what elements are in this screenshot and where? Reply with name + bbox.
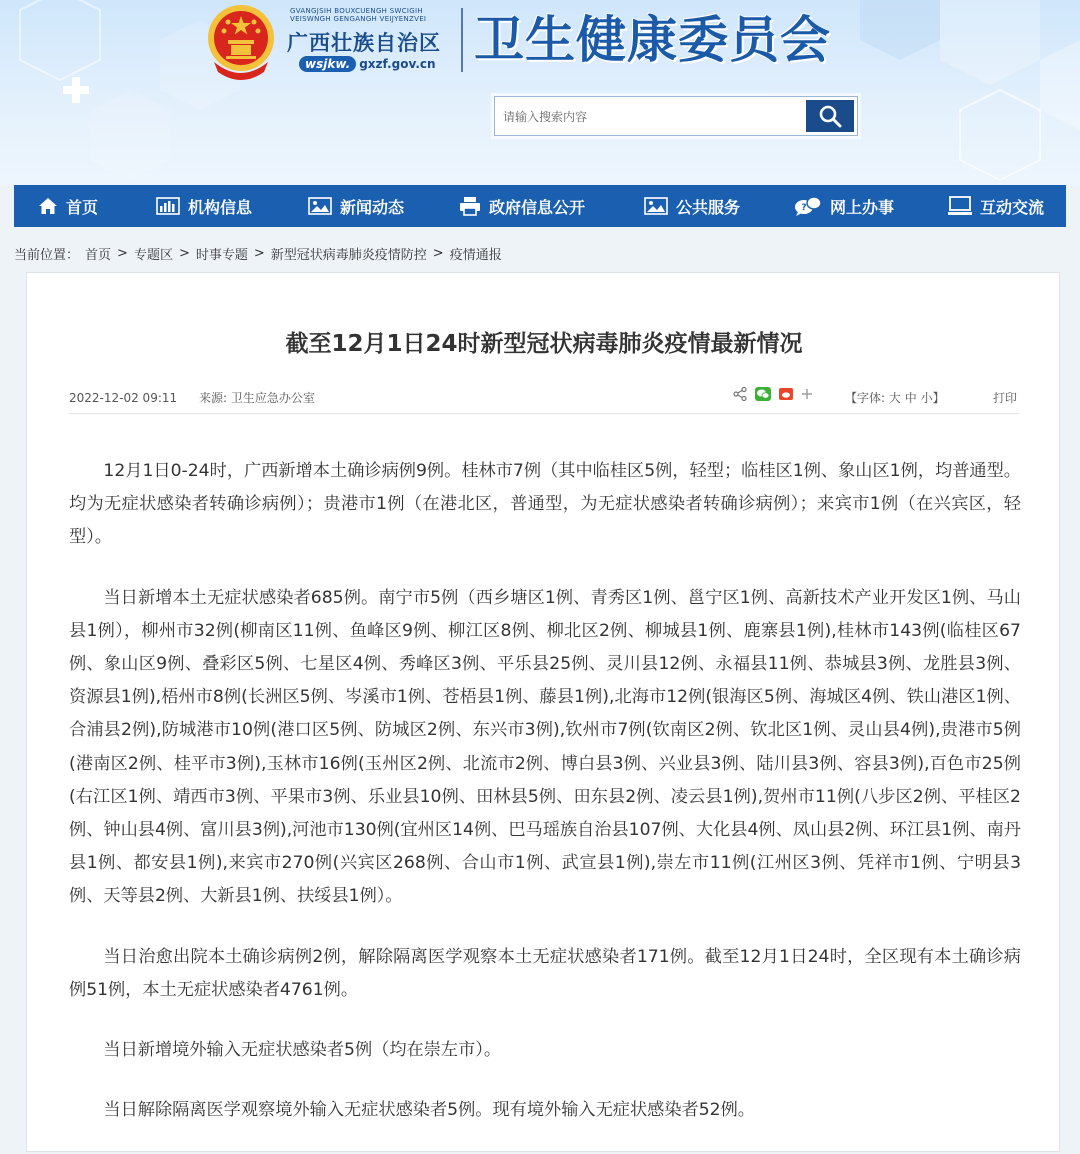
nav-interaction-label: 互动交流 [980, 197, 1045, 217]
article-source: 来源: 卫生应急办公室 [198, 391, 315, 405]
bar-chart-icon [156, 197, 180, 215]
main-nav [14, 185, 1066, 227]
article-paragraph: 当日新增本土无症状感染者685例。南宁市5例（西乡塘区1例、青秀区1例、邕宁区1例、高新技术产业开发区1例、马山县1例），柳州市32例(柳南区11例、鱼峰区9例、柳江区8例、柳北区2例、柳城县1例、鹿寨县1例),桂林市143例(临桂区67例、象山区9例、叠彩区5例、七星区4例、秀峰区3例、平乐县25例、灵川县12例、永福县11例、恭城县3例、龙胜县3例、资源县1例),梧州市8例(长洲区5例、岑溪市1例、苍梧县1例、藤县1例),北海市12例(银海区5例、海城区4例、铁山港区1例、合浦县2例),防城港市10例(港口区5例、防城区2例、东兴市3例),钦州市7例(钦南区2例、钦北区1例、灵山县4例),贵港市5例(港南区2例、桂平市3例),玉林市16例(玉州区2例、北流市2例、博白县3例、兴业县3例、陆川县3例、容县3例),百色市25例(右江区1例、靖西市3例、平果市3例、乐业县10例、田林县5例、田东县2例、凌云县1例),贺州市11例(八步区2例、平桂区2例、钟山县4例、富川县3例),河池市130例(宜州区14例、巴马瑶族自治县107例、大化县4例、凤山县2例、环江县1例、南丹县1例、都安县1例),来宾市270例(兴宾区268例、合山市1例、武宣县1例),崇左市11例(江州区3例、凭祥市1例、宁明县3例、天等县2例、大新县1例、扶绥县1例）。 [69, 587, 1021, 907]
article-title: 截至12月1日24时新型冠状病毒肺炎疫情最新情况 [285, 331, 803, 357]
search-box [494, 96, 858, 136]
article-panel [26, 272, 1060, 1152]
home-icon [38, 197, 58, 215]
plus-icon[interactable] [801, 388, 813, 400]
search-input[interactable] [501, 102, 801, 132]
national-emblem-icon [204, 2, 278, 80]
nav-online-service[interactable] [794, 185, 894, 227]
nav-public-service[interactable] [644, 185, 740, 227]
wechat-icon[interactable] [755, 387, 771, 401]
region-name: 广西壮族自治区 [287, 30, 441, 55]
font-size-control [845, 389, 945, 406]
article-paragraph: 当日治愈出院本土确诊病例2例，解除隔离医学观察本土无症状感染者171例。截至12月1日24时，全区现有本土确诊病例51例，本土无症状感染者4761例。 [69, 946, 1021, 1000]
article-body [69, 455, 1021, 1154]
nav-home[interactable] [38, 185, 98, 227]
breadcrumb [14, 235, 1066, 271]
weibo-icon[interactable] [779, 388, 793, 400]
pinyin-line-2: VEISWNGH GENGANGH VEIJYENZVEI [290, 15, 427, 23]
print-button[interactable]: 打印 [993, 391, 1018, 405]
pinyin-name [290, 7, 450, 23]
breadcrumb-separator: > [432, 245, 444, 261]
picture-icon [308, 197, 332, 215]
breadcrumb-separator: > [253, 245, 265, 261]
nav-public-service-label: 公共服务 [676, 197, 741, 217]
font-small-button[interactable]: 小】 [920, 391, 945, 405]
site-banner [0, 0, 1080, 185]
site-title: 卫生健康委员会 [474, 10, 831, 69]
breadcrumb-topic-zone[interactable]: 专题区 [133, 247, 173, 263]
breadcrumb-covid-prevention[interactable]: 新型冠状病毒肺炎疫情防控 [270, 247, 427, 263]
nav-gov-info[interactable] [459, 185, 585, 227]
nav-news-label: 新闻动态 [340, 197, 405, 217]
breadcrumb-separator: > [178, 245, 190, 261]
article-paragraph: 12月1日0-24时，广西新增本土确诊病例9例。桂林市7例（其中临桂区5例，轻型；临桂区1例、象山区1例，均普通型。均为无症状感染者转确诊病例）；贵港市1例（在港北区，普通型，为无症状感染者转确诊病例）；来宾市1例（在兴宾区，轻型）。 [69, 461, 1021, 548]
domain-suffix: gxzf.gov.cn [359, 56, 436, 71]
breadcrumb-separator: > [117, 245, 128, 261]
article-paragraph: 当日解除隔离医学观察境外输入无症状感染者5例。现有境外输入无症状感染者52例。 [103, 1100, 755, 1121]
chat-icon [794, 195, 822, 217]
nav-news[interactable] [308, 185, 404, 227]
picture-icon [644, 197, 668, 215]
nav-home-label: 首页 [66, 197, 99, 217]
domain-prefix: wsjkw. [299, 56, 356, 72]
search-button[interactable] [806, 100, 854, 132]
printer-icon [459, 196, 481, 216]
breadcrumb-epidemic-report[interactable]: 疫情通报 [449, 247, 502, 263]
font-large-button[interactable]: 大 [888, 391, 901, 405]
pinyin-line-1: GVANGJSIH BOUXCUENGH SWCIGIH [290, 7, 423, 15]
nav-online-service-label: 网上办事 [830, 197, 895, 217]
breadcrumb-current-affairs[interactable]: 时事专题 [195, 247, 248, 263]
site-domain [299, 55, 442, 72]
nav-org-info[interactable] [156, 185, 252, 227]
meta-divider [69, 413, 1019, 414]
nav-gov-info-label: 政府信息公开 [489, 197, 586, 217]
svg-text:?: ? [801, 203, 807, 213]
font-size-label: 【字体: [845, 391, 886, 405]
article-paragraph: 当日新增境外输入无症状感染者5例（均在崇左市）。 [103, 1040, 502, 1061]
font-medium-button[interactable]: 中 [904, 391, 917, 405]
monitor-icon [948, 196, 972, 216]
nav-interaction[interactable] [948, 185, 1044, 227]
share-tools [733, 387, 813, 401]
search-icon [818, 104, 842, 128]
breadcrumb-home[interactable]: 首页 [85, 247, 112, 263]
nav-org-info-label: 机构信息 [188, 197, 253, 217]
breadcrumb-prefix: 当前位置： [14, 247, 80, 263]
article-meta [69, 389, 333, 406]
publish-date: 2022-12-02 09:11 [69, 391, 178, 405]
header-divider [461, 8, 463, 72]
share-icon[interactable] [733, 387, 747, 401]
